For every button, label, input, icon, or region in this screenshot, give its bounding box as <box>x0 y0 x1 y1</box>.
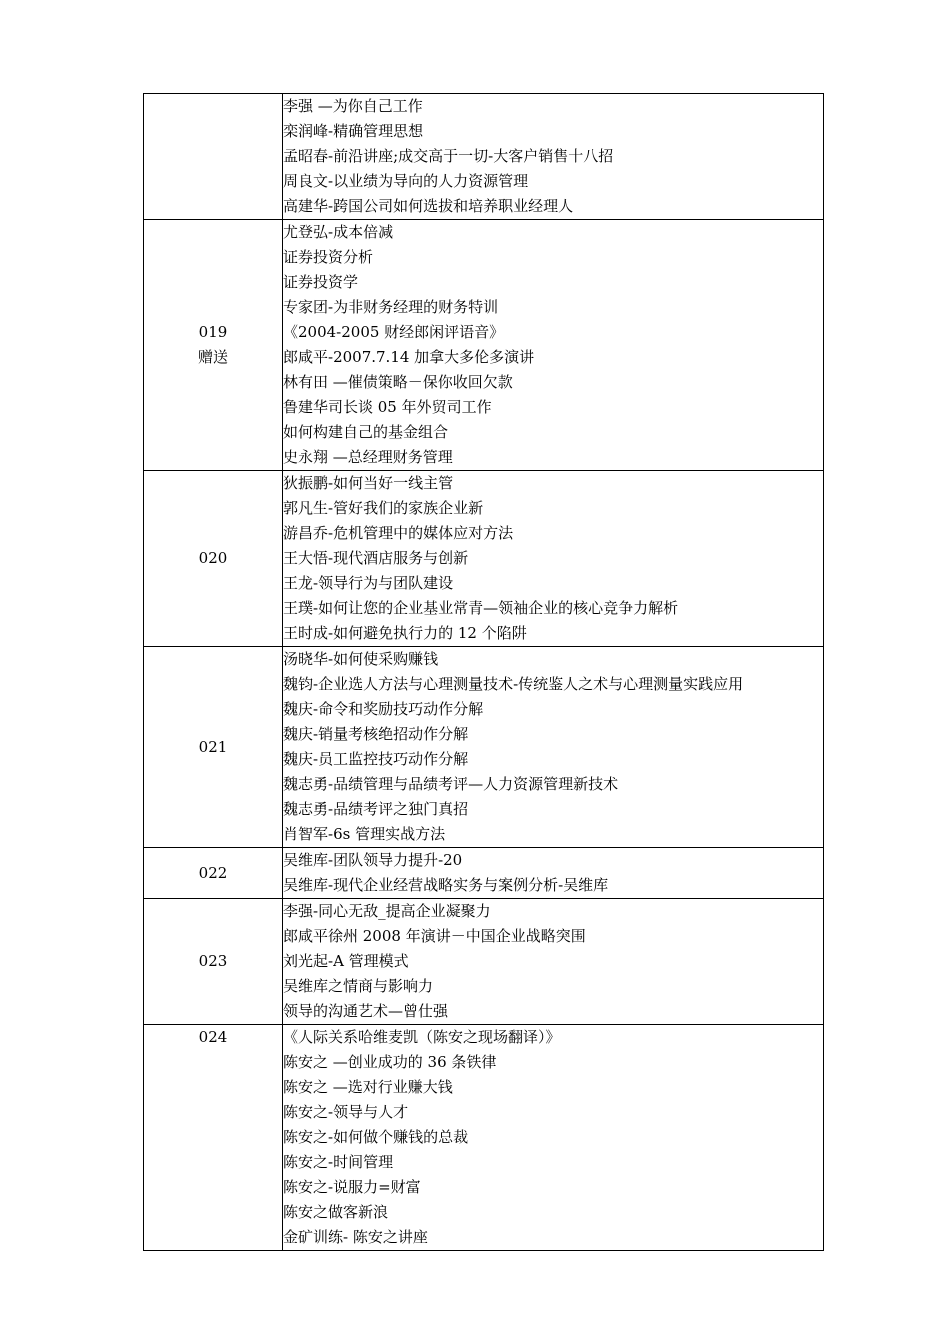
list-item: 郎咸平-2007.7.14 加拿大多伦多演讲 <box>283 348 535 366</box>
catalog-body <box>144 94 824 1251</box>
list-item: 郭凡生-管好我们的家族企业新 <box>283 499 484 517</box>
list-item: 李强 —为你自己工作 <box>283 97 423 115</box>
list-item: 林有田 —催债策略－保你收回欠款 <box>283 373 513 391</box>
list-item: 《人际关系哈维麦凯（陈安之现场翻译）》 <box>283 1028 561 1046</box>
list-item: 陈安之-时间管理 <box>283 1153 394 1171</box>
row-items-cell <box>283 647 824 848</box>
list-item: 王龙-领导行为与团队建设 <box>283 574 454 592</box>
table-row <box>144 220 824 471</box>
row-id-cell <box>144 899 283 1025</box>
catalog-table <box>143 93 824 1251</box>
row-id-cell <box>144 220 283 471</box>
row-id-cell <box>144 471 283 647</box>
list-item: 证券投资分析 <box>283 248 374 266</box>
row-items-cell <box>283 1025 824 1251</box>
list-item: 陈安之-领导与人才 <box>283 1103 409 1121</box>
list-item: 鲁建华司长谈 05 年外贸司工作 <box>283 398 492 416</box>
row-id: 021 <box>198 737 228 756</box>
list-item: 孟昭春-前沿讲座;成交高于一切-大客户销售十八招 <box>283 147 614 165</box>
list-item: 《2004-2005 财经郎闲评语音》 <box>283 323 505 341</box>
list-item: 领导的沟通艺术—曾仕强 <box>283 1002 449 1020</box>
list-item: 游昌乔-危机管理中的媒体应对方法 <box>283 524 514 542</box>
list-item: 如何构建自己的基金组合 <box>283 423 449 441</box>
row-items-cell <box>283 899 824 1025</box>
row-items-cell <box>283 220 824 471</box>
row-id: 019 <box>198 323 228 341</box>
list-item: 陈安之-说服力=财富 <box>283 1178 421 1196</box>
list-item: 陈安之 —创业成功的 36 条铁律 <box>283 1053 497 1071</box>
table-row <box>144 1025 824 1251</box>
row-id: 024 <box>198 1028 228 1046</box>
row-id-cell <box>144 1025 283 1251</box>
list-item: 专家团-为非财务经理的财务特训 <box>283 298 499 316</box>
list-item: 李强-同心无敌_提高企业凝聚力 <box>283 902 491 920</box>
row-id-cell <box>144 94 283 220</box>
table-row <box>144 899 824 1025</box>
list-item: 汤晓华-如何使采购赚钱 <box>283 650 439 668</box>
row-id <box>144 144 282 169</box>
list-item: 史永翔 —总经理财务管理 <box>283 448 453 466</box>
table-row <box>144 94 824 220</box>
row-items-cell <box>283 94 824 220</box>
list-item: 魏庆-员工监控技巧动作分解 <box>283 750 469 768</box>
list-item: 周良文-以业绩为导向的人力资源管理 <box>283 172 529 190</box>
list-item: 王璞-如何让您的企业基业常青—领袖企业的核心竞争力解析 <box>283 599 679 617</box>
list-item: 狄振鹏-如何当好一线主管 <box>283 474 454 492</box>
list-item: 魏庆-销量考核绝招动作分解 <box>283 725 469 743</box>
list-item: 栾润峰-精确管理思想 <box>283 122 424 140</box>
list-item: 魏庆-命令和奖励技巧动作分解 <box>283 700 484 718</box>
list-item: 证券投资学 <box>283 273 359 291</box>
list-item: 陈安之-如何做个赚钱的总裁 <box>283 1128 469 1146</box>
list-item: 陈安之做客新浪 <box>283 1203 389 1221</box>
row-id-cell <box>144 647 283 848</box>
list-item: 尤登弘-成本倍减 <box>283 223 394 241</box>
row-id-cell <box>144 848 283 899</box>
list-item: 王大悟-现代酒店服务与创新 <box>283 549 469 567</box>
list-item: 刘光起-A 管理模式 <box>283 952 409 970</box>
list-item: 吴维库-团队领导力提升-20 <box>283 851 463 869</box>
table-row <box>144 848 824 899</box>
table-row <box>144 471 824 647</box>
row-items-cell <box>283 848 824 899</box>
row-id: 020 <box>198 549 228 567</box>
list-item: 肖智军-6s 管理实战方法 <box>283 825 446 843</box>
list-item: 郎咸平徐州 2008 年演讲－中国企业战略突围 <box>283 927 586 945</box>
table-row <box>144 647 824 848</box>
list-item: 魏志勇-品绩考评之独门真招 <box>283 800 469 818</box>
row-items-cell <box>283 471 824 647</box>
list-item: 王时成-如何避免执行力的 12 个陷阱 <box>283 624 527 642</box>
list-item: 魏钧-企业选人方法与心理测量技术-传统鉴人之术与心理测量实践应用 <box>283 675 744 693</box>
list-item: 吴维库-现代企业经营战略实务与案例分析-吴维库 <box>283 876 609 894</box>
row-id: 022 <box>198 863 228 882</box>
list-item: 陈安之 —选对行业赚大钱 <box>283 1078 453 1096</box>
row-note: 赠送 <box>197 348 228 366</box>
list-item: 魏志勇-品绩管理与品绩考评—人力资源管理新技术 <box>283 775 619 793</box>
row-id: 023 <box>198 952 228 970</box>
list-item: 高建华-跨国公司如何选拔和培养职业经理人 <box>283 197 574 215</box>
list-item: 吴维库之情商与影响力 <box>283 977 434 995</box>
list-item: 金矿训练- 陈安之讲座 <box>283 1228 428 1246</box>
